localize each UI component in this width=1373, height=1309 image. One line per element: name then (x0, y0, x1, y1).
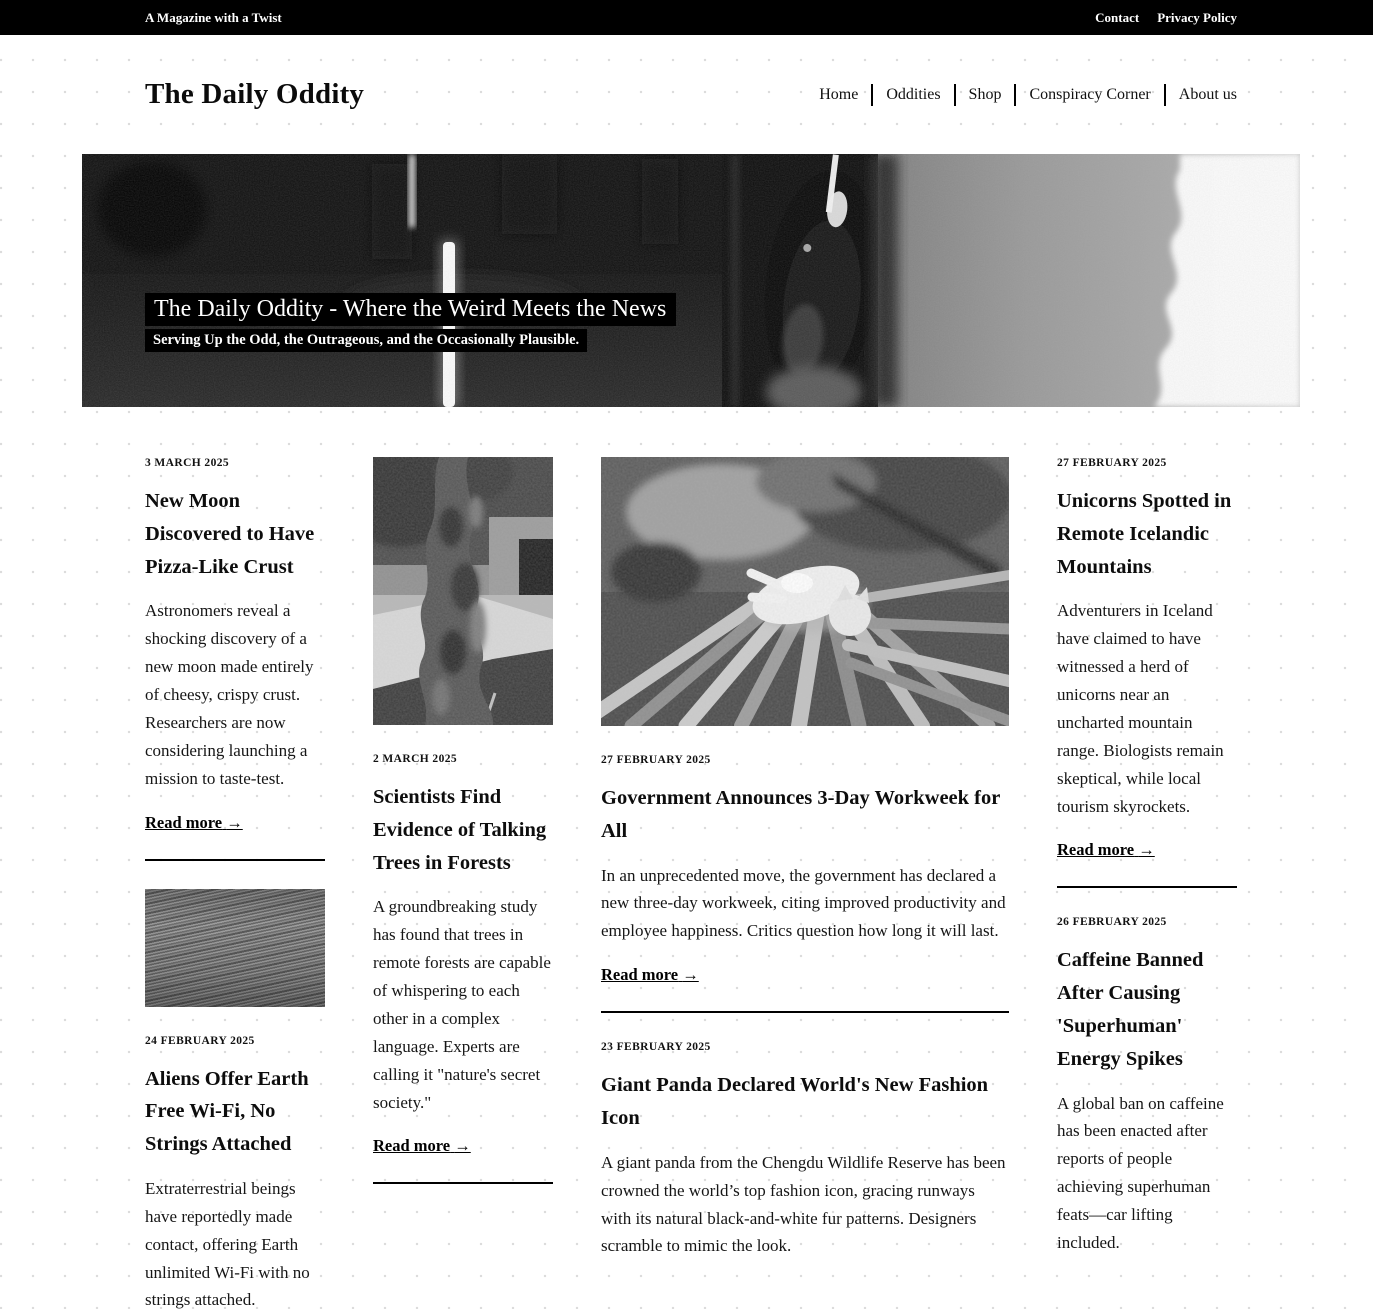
article-panda-fashion (601, 1041, 1009, 1260)
article-new-moon (145, 457, 325, 861)
article-excerpt: A groundbreaking study has found that trees in remote forests are capable of whispering to each other in a complex language. Experts are calling it "nature's secret society." (373, 897, 551, 1112)
article-title[interactable]: Government Announces 3-Day Workweek for All (601, 787, 1000, 842)
article-date: 3 MARCH 2025 (145, 457, 230, 469)
read-more-link[interactable]: Read more → (373, 1136, 471, 1156)
hero-title: The Daily Oddity - Where the Weird Meets the News (145, 294, 676, 325)
article-column-3 (601, 457, 1009, 1309)
article-title[interactable]: Scientists Find Evidence of Talking Trees in Forests (373, 786, 547, 874)
article-unicorns (1057, 457, 1237, 888)
article-date: 27 FEBRUARY 2025 (601, 754, 711, 766)
article-date: 26 FEBRUARY 2025 (1057, 916, 1167, 929)
arrow-right-icon: → (454, 1136, 471, 1156)
article-divider (1057, 886, 1237, 888)
article-title[interactable]: Aliens Offer Earth Free Wi-Fi, No Strings Attached (145, 1067, 309, 1156)
hero-subtitle: Serving Up the Odd, the Outrageous, and the Occasionally Plausible. (145, 332, 676, 349)
hero-image (82, 154, 1300, 407)
hero-banner (82, 154, 1300, 407)
article-title[interactable]: Unicorns Spotted in Remote Icelandic Mountains (1057, 490, 1232, 578)
site-title[interactable]: The Daily Oddity (145, 78, 365, 110)
article-column-2 (373, 457, 553, 1309)
main-nav (819, 84, 1237, 106)
article-column-1 (145, 457, 325, 1309)
article-image-cat-bamboo (601, 457, 1009, 726)
article-column-4 (1057, 457, 1237, 1309)
article-workweek (601, 457, 1009, 1013)
nav-item-home[interactable]: Home (819, 85, 859, 103)
nav-separator (954, 84, 956, 106)
article-caffeine-ban (1057, 916, 1237, 1256)
privacy-policy-link[interactable]: Privacy Policy (1157, 9, 1237, 25)
article-date: 23 FEBRUARY 2025 (601, 1041, 711, 1054)
top-bar-links (1095, 10, 1237, 26)
article-excerpt: Extraterrestrial beings have reportedly made contact, offering Earth unlimited Wi-Fi with no strings attached. (145, 1178, 310, 1309)
site-tagline: A Magazine with a Twist (145, 9, 282, 25)
article-talking-trees (373, 457, 553, 1184)
read-more-link[interactable]: Read more → (1057, 840, 1155, 860)
contact-link[interactable]: Contact (1095, 9, 1140, 25)
arrow-right-icon: → (1138, 840, 1155, 860)
article-aliens-wifi (145, 889, 325, 1309)
nav-separator (1014, 84, 1016, 106)
nav-item-oddities[interactable]: Oddities (886, 85, 941, 103)
top-bar (0, 0, 1373, 35)
article-divider (145, 859, 325, 861)
nav-item-shop[interactable]: Shop (968, 85, 1002, 103)
article-excerpt: A global ban on caffeine has been enacted after reports of people achieving superhuman feats—car lifting included. (1057, 1093, 1224, 1252)
nav-separator (1164, 84, 1166, 106)
article-excerpt: In an unprecedented move, the government has declared a new three-day workweek, citing improved productivity and employee happiness. Critics question how long it will last. (601, 865, 1006, 941)
article-title[interactable]: New Moon Discovered to Have Pizza-Like Crust (145, 490, 315, 578)
article-title[interactable]: Giant Panda Declared World's New Fashion Icon (601, 1074, 989, 1130)
hero-text-block (145, 294, 676, 349)
read-more-link[interactable]: Read more → (601, 965, 699, 985)
article-divider (373, 1182, 553, 1184)
article-image-fur (145, 889, 325, 1007)
arrow-right-icon: → (682, 965, 699, 985)
nav-item-conspiracy-corner[interactable]: Conspiracy Corner (1029, 85, 1151, 103)
article-excerpt: Astronomers reveal a shocking discovery of a new moon made entirely of cheesy, crispy crust. Researchers are now considering launching a mission to taste-test. (145, 601, 314, 788)
article-image-tree-trunk (373, 457, 553, 725)
article-excerpt: A giant panda from the Chengdu Wildlife Reserve has been crowned the world’s top fashion icon, gracing runways with its natural black-and-white fur patterns. Designers scramble to mimic the look. (601, 1152, 1006, 1256)
arrow-right-icon: → (226, 812, 243, 832)
nav-separator (871, 84, 873, 106)
article-excerpt: Adventurers in Iceland have claimed to have witnessed a herd of unicorns near an uncharted mountain range. Biologists remain skeptical, while local tourism skyrockets. (1057, 601, 1224, 816)
article-date: 24 FEBRUARY 2025 (145, 1034, 255, 1047)
article-divider (601, 1011, 1009, 1013)
read-more-link[interactable]: Read more → (145, 812, 243, 832)
article-date: 27 FEBRUARY 2025 (1057, 457, 1167, 469)
masthead (0, 35, 1373, 154)
articles-grid (145, 457, 1237, 1309)
article-title[interactable]: Caffeine Banned After Causing 'Superhuman' Energy Spikes (1057, 949, 1204, 1070)
nav-item-about-us[interactable]: About us (1178, 85, 1237, 103)
article-date: 2 MARCH 2025 (373, 753, 458, 765)
